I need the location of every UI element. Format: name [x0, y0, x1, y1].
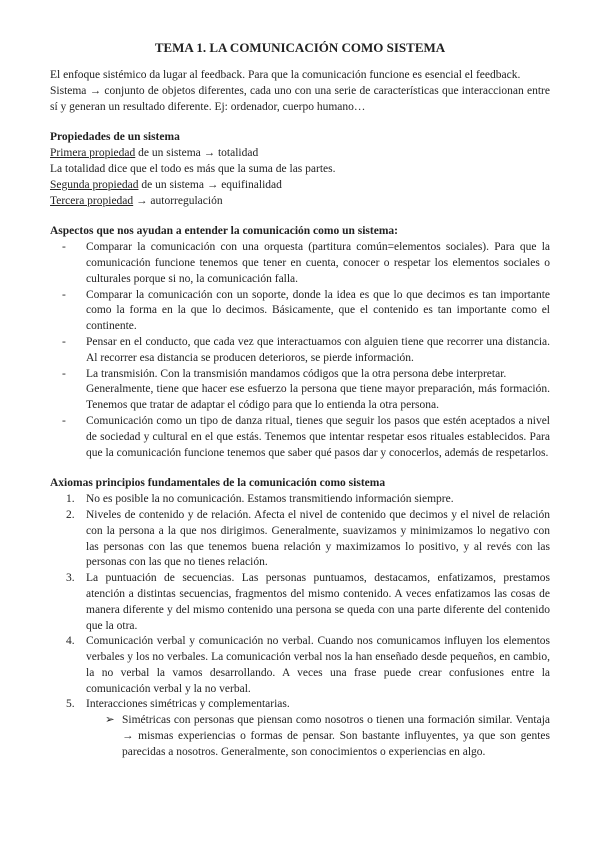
axioma-text: Interacciones simétricas y complementarias. [86, 698, 290, 711]
axioma-item [66, 508, 550, 571]
aspecto-item-transmision [86, 367, 550, 414]
page-title: TEMA 1. LA COMUNICACIÓN COMO SISTEMA [154, 40, 446, 55]
axioma-item [66, 697, 550, 760]
simetricas-text: Simétricas con personas que piensan como nosotros o tienen una formación similar. Ventaja → mismas experiencias o formas de pensar. Son bastante influyentes, ya que son gentes parecidas a nosotros. Generalmente, son conocimientos o experiencias en algo. [122, 714, 550, 758]
primera-propiedad-line [50, 146, 550, 162]
intro-paragraph-feedback: El enfoque sistémico da lugar al feedback. Para que la comunicación funcione es esencial el feedback. [50, 69, 521, 81]
axiomas-heading: Axiomas principios fundamentales de la comunicación como sistema [50, 477, 386, 490]
axioma-number: 2. [66, 508, 75, 521]
axioma-text: Niveles de contenido y de relación. Afecta el nivel de contenido que decimos y el nivel de relación con la persona a la que nos dirigimos. Generalmente, suavizamos y minimizamos lo negativo con las personas con las que tenemos buena relación y maximizamos lo positivo, y al revés con las personas con las que no tienes relación. [86, 508, 550, 569]
axioma-item [66, 571, 550, 634]
simetricas-item [105, 713, 550, 760]
axioma-number: 1. [66, 493, 75, 506]
aspectos-section [50, 224, 550, 461]
axiomas-section [50, 476, 550, 760]
aspecto-item-danza-ritual: - Comunicación como un tipo de danza ritual, tienes que seguir los pasos que estén aceptados a nivel de sociedad y cultural en el que estás. Tenemos que intentar respetar esos rituales establecidos. Para que la comunicación funcione tenemos que saber qué pasos dar y conocerlos, además de respetarlos. [86, 414, 550, 461]
axiomas-list [50, 492, 550, 761]
propiedades-heading: Propiedades de un sistema [50, 131, 180, 144]
aspectos-heading: Aspectos que nos ayudan a entender la comunicación como un sistema: [50, 225, 398, 238]
axioma-text: La puntuación de secuencias. Las personas puntuamos, destacamos, enfatizamos, prestamos atención a distintas secuencias, fragmentos del mismo contenido. A veces enfatizamos las cosas de manera diferente y del mismo contenido una persona se queda con una parte diferente del contenido que la otra. [86, 572, 550, 632]
axioma-item [66, 634, 550, 697]
aspecto-item-soporte: - Comparar la comunicación con un soporte, donde la idea es que lo que decimos es tan importante como la forma en la que lo decimos. Básicamente, que el contenido es tan importante como el continente. [86, 288, 550, 335]
axioma-text: Comunicación verbal y comunicación no verbal. Cuando nos comunicamos influyen los elementos verbales y los no verbales. La comunicación verbal nos la han enseñado desde pequeños, en cambio, la no verbal la vamos desarrollando. A veces una frase puede crear confusiones entre la comunicación verbal y la no verbal. [86, 635, 550, 695]
arrowhead-bullet-icon: ➢ [105, 714, 115, 727]
aspecto-item-orquesta: - Comparar la comunicación con una orquesta (partitura común=elementos sociales). Para que la comunicación funcione tenemos que tener en cuenta, conocer o respetar los elementos sociales o culturales porque si no, la comunicación falla. [86, 240, 550, 287]
tercera-propiedad-line [50, 194, 550, 210]
aspectos-list [50, 240, 550, 461]
axioma-item [66, 492, 550, 508]
transmision-extra: Generalmente, tiene que hacer ese esfuerzo la persona que tiene mayor preparación, más formación. Tenemos que tratar de adaptar el código para que lo entienda la otra persona. [86, 383, 550, 412]
axioma-number: 5. [66, 698, 75, 711]
axioma-number: 3. [66, 572, 75, 585]
axioma-number: 4. [66, 635, 75, 648]
interacciones-sublist [86, 713, 550, 760]
aspecto-item-conducto: - Pensar en el conducto, que cada vez que interactuamos con alguien tiene que recorrer una distancia. Al recorrer esa distancia se producen deterioros, se pierde información. [86, 335, 550, 367]
axioma-text: No es posible la no comunicación. Estamos transmitiendo información siempre. [86, 493, 454, 506]
transmision-text: La transmisión. Con la transmisión mandamos códigos que la otra persona debe interpretar. [86, 367, 507, 380]
tercera-propiedad-text: → autorregulación [133, 194, 223, 207]
segunda-propiedad-label: Segunda propiedad [50, 178, 139, 191]
primera-propiedad-label: Primera propiedad [50, 147, 136, 160]
propiedades-section [50, 130, 550, 209]
totalidad-definition: La totalidad dice que el todo es más que la suma de las partes. [50, 162, 336, 175]
primera-propiedad-text: de un sistema → totalidad [135, 147, 259, 160]
segunda-propiedad-line [50, 178, 550, 194]
tercera-propiedad-label: Tercera propiedad [50, 194, 134, 207]
segunda-propiedad-text: de un sistema → equifinalidad [138, 178, 282, 191]
intro-paragraph-sistema: Sistema → conjunto de objetos diferentes, cada uno con una serie de características que interaccionan entre sí y generan un resultado diferente. Ej: ordenador, cuerpo humano… [50, 84, 550, 113]
